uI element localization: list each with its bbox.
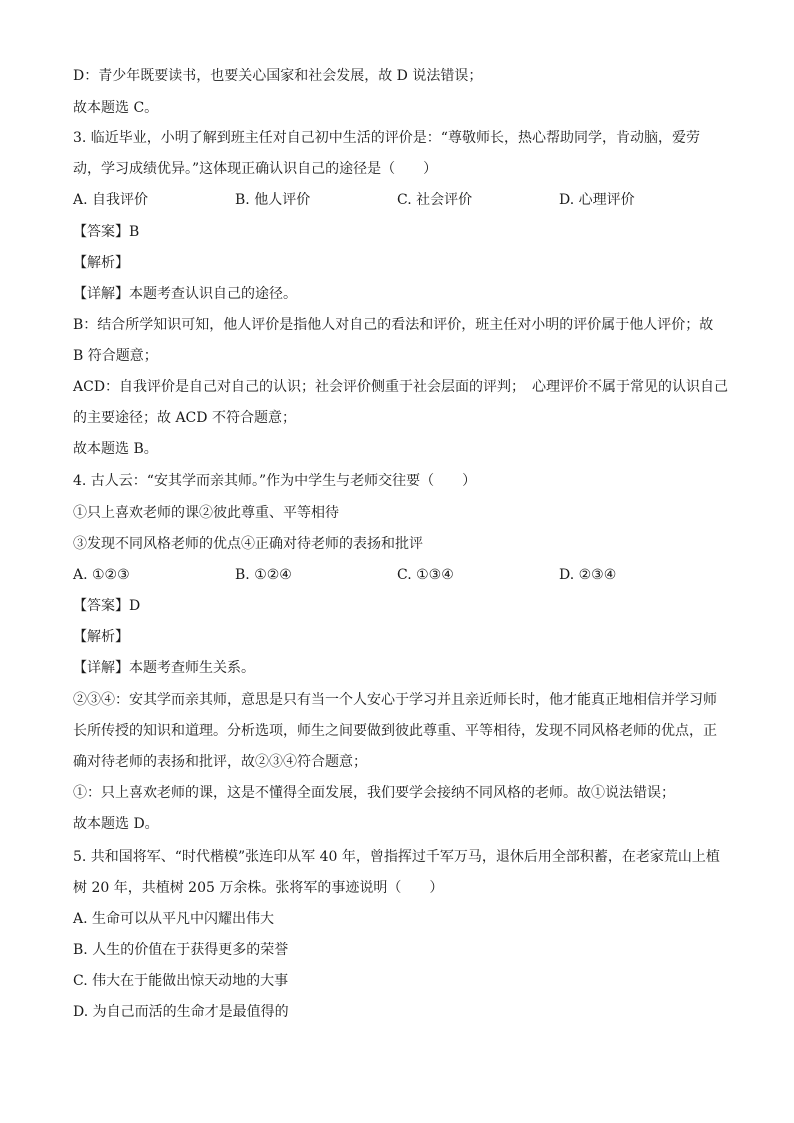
explanation-text: 长所传授的知识和道理。分析选项，师生之间要做到彼此尊重、平等相待，发现不同风格老师的优点，正 bbox=[73, 723, 717, 739]
conclusion-text: 故本题选 D。 bbox=[73, 816, 159, 832]
conclusion-text: 故本题选 B。 bbox=[73, 441, 158, 457]
text-line: D：青少年既要读书，也要关心国家和社会发展，故 D 说法错误； bbox=[73, 68, 483, 84]
option-a: A. 生命可以从平凡中闪耀出伟大 bbox=[73, 911, 275, 927]
question-3-stem: 3. 临近毕业，小明了解到班主任对自己初中生活的评价是：“尊敬师长，热心帮助同学，肯动脑，爱劳 bbox=[73, 130, 700, 146]
option-d: D. 为自己而活的生命才是最值得的 bbox=[73, 1004, 289, 1020]
option-d: D. ②③④ bbox=[559, 567, 617, 583]
option-a: A. 自我评价 bbox=[73, 192, 149, 208]
question-3-options bbox=[73, 190, 733, 210]
question-5-stem: 树 20 年，共植树 205 万余株。张将军的事迹说明（ ） bbox=[73, 880, 444, 896]
option-a: A. ①②③ bbox=[73, 567, 130, 583]
option-b: B. 他人评价 bbox=[235, 192, 311, 208]
explanation-text: 的主要途径；故 ACD 不符合题意； bbox=[73, 410, 296, 426]
text-line: 故本题选 C。 bbox=[73, 100, 159, 116]
question-4-stem: 4. 古人云：“安其学而亲其师。”作为中学生与老师交往要（ ） bbox=[73, 473, 477, 489]
option-b: B. ①②④ bbox=[235, 567, 292, 583]
explanation-text: ①：只上喜欢老师的课，这是不懂得全面发展，我们要学会接纳不同风格的老师。故①说法错误； bbox=[73, 785, 675, 801]
option-c: C. 社会评价 bbox=[397, 192, 473, 208]
option-c: C. 伟大在于能做出惊天动地的大事 bbox=[73, 973, 289, 989]
answer-label: 【答案】D bbox=[73, 598, 141, 614]
option-d: D. 心理评价 bbox=[559, 192, 635, 208]
question-3-stem: 动，学习成绩优异。”这体现正确认识自己的途径是（ ） bbox=[73, 161, 438, 177]
option-b: B. 人生的价值在于获得更多的荣誉 bbox=[73, 942, 289, 958]
question-4-options bbox=[73, 565, 733, 585]
option-c: C. ①③④ bbox=[397, 567, 454, 583]
explanation-text: ACD：自我评价是自己对自己的认识；社会评价侧重于社会层面的评判； 心理评价不属于常见的认识自己 bbox=[73, 379, 729, 395]
explanation-text: B 符合题意； bbox=[73, 348, 158, 364]
explanation-text: ②③④：安其学而亲其师，意思是只有当一个人安心于学习并且亲近师长时，他才能真正地相信并学习师 bbox=[73, 692, 717, 708]
detail-text: 【详解】本题考查师生关系。 bbox=[73, 660, 255, 676]
explanation-text: B：结合所学知识可知，他人评价是指他人对自己的看法和评价，班主任对小明的评价属于他人评价；故 bbox=[73, 317, 714, 333]
explanation-text: 确对待老师的表扬和批评，故②③④符合题意； bbox=[73, 754, 367, 770]
question-5-stem: 5. 共和国将军、“时代楷模”张连印从军 40 年，曾指挥过千军万马，退休后用全部积蓄，在老家荒山上植 bbox=[73, 849, 720, 865]
answer-label: 【答案】B bbox=[73, 224, 140, 240]
analysis-label: 【解析】 bbox=[73, 629, 129, 645]
question-4-statements: ①只上喜欢老师的课②彼此尊重、平等相待 bbox=[73, 505, 339, 521]
analysis-label: 【解析】 bbox=[73, 255, 129, 271]
detail-text: 【详解】本题考查认识自己的途径。 bbox=[73, 286, 297, 302]
question-4-statements: ③发现不同风格老师的优点④正确对待老师的表扬和批评 bbox=[73, 536, 423, 552]
